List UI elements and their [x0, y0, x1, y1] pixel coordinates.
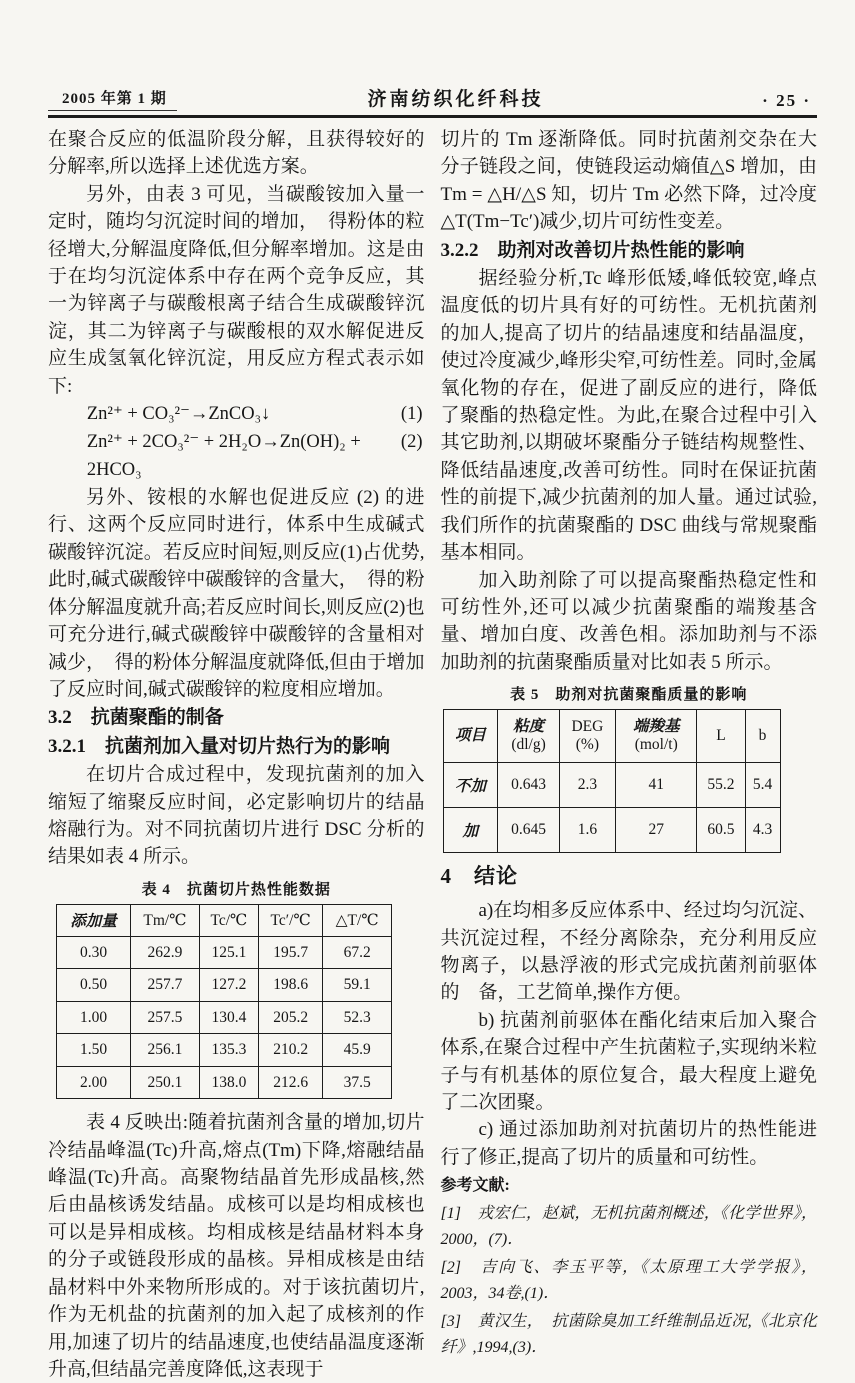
table-row — [57, 1001, 392, 1034]
reference-3: [3] 黄汉生， 抗菌除臭加工纤维制品近况,《北京化纤》,1994,(3)． — [440, 1313, 817, 1357]
left-column — [48, 126, 425, 1383]
paragraph-reactions: 另外、铵根的水解也促进反应 (2) 的进行、这两个反应同时进行，体系中生成碱式碳酸锌沉淀。若反应时间短,则反应(1)占优势,此时,碱式碳酸锌中碳酸锌的含量大， 得的粉体分解温度就升高;若反应时间长,则反应(2)也可充分进行,碱式碳酸锌中碳酸锌的含量相对减少， 得的粉体分解温度就降低,但由于增加了反应时间,碱式碳酸锌的粒度相应增加。 — [48, 487, 425, 700]
cell: 125.1 — [199, 936, 258, 969]
table-5-col-item — [443, 710, 498, 763]
cell: 130.4 — [199, 1001, 258, 1034]
table-row — [57, 1034, 392, 1067]
cell: 256.1 — [131, 1034, 200, 1067]
paragraph-continuation: 在聚合反应的低温阶段分解，且获得较好的分解率,所以选择上述优选方案。 — [48, 129, 425, 178]
cell: 41 — [616, 763, 697, 808]
header-line: DEG — [571, 718, 604, 736]
table-4-header-row — [57, 904, 392, 936]
cell: 0.643 — [498, 763, 559, 808]
header-issue: 2005 年第 1 期 — [48, 87, 177, 111]
cell: 205.2 — [258, 1001, 322, 1034]
cell: 1.6 — [559, 808, 615, 853]
section-heading-3-2-1: 3.2.1 抗菌剂加入量对切片热行为的影响 — [48, 735, 391, 757]
table-row — [57, 1066, 392, 1099]
equation-1-number: (1) — [400, 404, 423, 425]
cell: 257.7 — [131, 969, 200, 1002]
table-5-caption: 表 5 助剂对抗菌聚酯质量的影响 — [510, 687, 748, 704]
equation-2-formula: Zn²⁺ + 2CO₃²⁻ + 2H₂O→Zn(OH)₂ + 2HCO₃ — [86, 432, 361, 481]
conclusion-a: a)在均相多反应体系中、经过均匀沉淀、共沉淀过程，不经分离除杂，充分利用反应物离子，以悬浮液的形式完成抗菌剂前驱体的 备，工艺简单,操作方便。 — [440, 900, 817, 1004]
table-4-col-additive: 添加量 — [57, 904, 131, 936]
header-line: (dl/g) — [511, 736, 546, 754]
cell: 195.7 — [258, 936, 322, 969]
header-page-number: · 25 · — [762, 91, 811, 110]
conclusion-c: c) 通过添加助剂对抗菌切片的热性能进行了修正,提高了切片的质量和可纺性。 — [440, 1119, 817, 1168]
cell: 0.30 — [57, 936, 131, 969]
cell: 127.2 — [199, 969, 258, 1002]
cell: 210.2 — [258, 1034, 322, 1067]
cell: 37.5 — [323, 1066, 392, 1099]
paragraph-table4-discussion: 表 4 反映出:随着抗菌剂含量的增加,切片冷结晶峰温(Tc)升高,熔点(Tm)下降,熔融结晶峰温(Tc)升高。高聚物结晶首先形成晶核,然后由晶核诱发结晶。成核可以是均相成核也可以是异相成核。均相成核是结晶材料本身的分子或链段形成的晶核。异相成核是由结晶材料中外来物所形成的。对于该抗菌切片,作为无机盐的抗菌剂的加入起了成核剂的作用,加速了切片的结晶速度,也使结晶温度逐渐升高,但结晶完善度降低,这表现于 — [48, 1112, 425, 1380]
right-column — [440, 126, 822, 1383]
cell: 60.5 — [697, 808, 745, 853]
table-4-col-tcprime: Tc′/℃ — [258, 904, 322, 936]
table-row — [443, 763, 780, 808]
paragraph-additive-benefits: 加入助剂除了可以提高聚酯热稳定性和可纺性外,还可以减少抗菌聚酯的端羧基含量、增加白度、改善色相。添加助剂与不添加助剂的抗菌聚酯质量对比如表 5 所示。 — [440, 569, 817, 673]
table-5-col-carboxyl — [616, 710, 697, 763]
paragraph-precipitation: 另外，由表 3 可见，当碳酸铵加入量一定时，随均匀沉淀时间的增加， 得粉体的粒径增大,分解温度降低,但分解率增加。这是由于在均匀沉淀体系中存在两个竞争反应，其一为锌离子与碳酸根离子结合生成碳酸锌沉淀，其二为锌离子与碳酸根的双水解促进反应生成氢氧化锌沉淀，用反应方程式表示如下: — [48, 183, 425, 397]
table-row — [443, 808, 780, 853]
equation-1 — [48, 400, 425, 428]
table-5-col-L — [697, 710, 745, 763]
header-line: 端羧基 — [632, 718, 680, 736]
cell: 4.3 — [745, 808, 780, 853]
table-5-col-viscosity — [498, 710, 559, 763]
two-column-body — [0, 118, 855, 1383]
cell: 198.6 — [258, 969, 322, 1002]
table-4-col-tm: Tm/℃ — [131, 904, 200, 936]
header-line: (mol/t) — [634, 736, 678, 754]
table-5 — [443, 709, 781, 853]
header-line: L — [716, 727, 726, 745]
header-line: (%) — [575, 736, 600, 754]
cell: 59.1 — [323, 969, 392, 1002]
header-line: b — [758, 727, 767, 745]
cell: 250.1 — [131, 1066, 200, 1099]
cell: 不加 — [443, 763, 498, 808]
paragraph-additive-effect: 据经验分析,Tc 峰形低矮,峰低较宽,峰点温度低的切片具有好的可纺性。无机抗菌剂的加人,提高了切片的结晶速度和结晶温度，使过冷度减少,峰形尖窄,可纺性差。同时,金属氧化物的存在，促进了副反应的进行，降低了聚酯的热稳定性。为此,在聚合过程中引入其它助剂,以期破坏聚酯分子链结构规整性、降低结晶速度,改善可纺性。同时在保证抗菌性的前提下,减少抗菌剂的加人量。通过试验,我们所作的抗菌聚酯的 DSC 曲线与常规聚酯基本相同。 — [440, 268, 817, 564]
header-journal-title: 济南纺织化纤科技 — [367, 89, 544, 110]
section-heading-3-2: 3.2 抗菌聚酯的制备 — [48, 707, 224, 729]
cell: 262.9 — [131, 936, 200, 969]
journal-page — [0, 84, 855, 1380]
table-4 — [56, 904, 392, 1100]
cell: 67.2 — [323, 936, 392, 969]
section-heading-3-2-2: 3.2.2 助剂对改善切片热性能的影响 — [440, 239, 745, 261]
cell: 2.3 — [559, 763, 615, 808]
paragraph-dsc-intro: 在切片合成过程中，发现抗菌剂的加入缩短了缩聚反应时间，必定影响切片的结晶熔融行为。对不同抗菌切片进行 DSC 分析的结果如表 4 所示。 — [48, 764, 425, 868]
references-heading: 参考文献: — [440, 1177, 510, 1195]
cell: 257.5 — [131, 1001, 200, 1034]
cell: 1.50 — [57, 1034, 131, 1067]
conclusion-b: b) 抗菌剂前驱体在酯化结束后加入聚合体系,在聚合过程中产生抗菌粒子,实现纳米粒子与有机基体的原位复合，最大程度上避免了二次团聚。 — [440, 1009, 817, 1113]
cell: 0.645 — [498, 808, 559, 853]
cell: 1.00 — [57, 1001, 131, 1034]
table-5-col-b — [745, 710, 780, 763]
table-5-header-row — [443, 710, 780, 763]
cell: 2.00 — [57, 1066, 131, 1099]
section-heading-4: 4 结论 — [440, 864, 518, 889]
cell: 135.3 — [199, 1034, 258, 1067]
cell: 52.3 — [323, 1001, 392, 1034]
header-line: 粘度 — [513, 718, 545, 736]
reference-2: [2] 吉向飞、李玉平等，《太原理工大学学报》，2003，34卷,(1)． — [440, 1259, 817, 1303]
cell: 5.4 — [745, 763, 780, 808]
table-4-caption: 表 4 抗菌切片热性能数据 — [141, 881, 331, 898]
cell: 138.0 — [199, 1066, 258, 1099]
equation-2 — [48, 428, 425, 484]
page-header — [48, 84, 817, 118]
equation-2-number: (2) — [400, 432, 423, 453]
cell: 45.9 — [323, 1034, 392, 1067]
reference-1: [1] 戎宏仁，赵斌，无机抗菌剂概述，《化学世界》，2000，(7)． — [440, 1205, 817, 1249]
equation-1-formula: Zn²⁺ + CO₃²⁻→ZnCO₃↓ — [86, 404, 271, 425]
cell: 55.2 — [697, 763, 745, 808]
table-4-col-deltat: △T/℃ — [323, 904, 392, 936]
table-row — [57, 969, 392, 1002]
cell: 0.50 — [57, 969, 131, 1002]
cell: 27 — [616, 808, 697, 853]
table-row — [57, 936, 392, 969]
cell: 加 — [443, 808, 498, 853]
paragraph-tm-discussion: 切片的 Tm 逐渐降低。同时抗菌剂交杂在大分子链段之间，使链段运动熵值△S 增加，由 Tm = △H/△S 知，切片 Tm 必然下降，过冷度△T(Tm−Tc′)减少,切片可纺性变差。 — [440, 129, 822, 233]
table-5-col-deg — [559, 710, 615, 763]
header-line: 项目 — [454, 727, 486, 745]
table-4-col-tc: Tc/℃ — [199, 904, 258, 936]
cell: 212.6 — [258, 1066, 322, 1099]
